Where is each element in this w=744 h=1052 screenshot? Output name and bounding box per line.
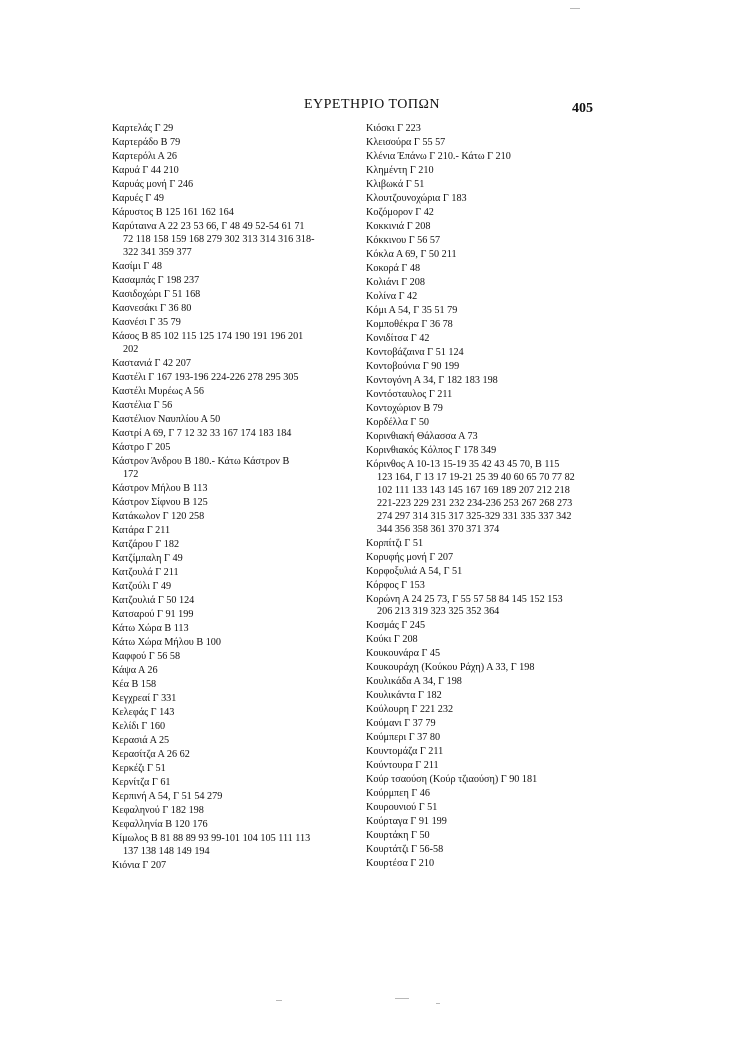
index-entry-text: Κορφοξυλιά Α 54, Γ 51 (366, 565, 463, 577)
index-entry-text: Κοντοβούνια Γ 90 199 (366, 361, 460, 372)
index-entry-text: Κάτω Χώρα Β 113 (112, 622, 189, 634)
index-entry-text: Κλημέντη Γ 210 (366, 165, 434, 176)
index-entry (112, 735, 352, 748)
index-entry-text: Κασνεσάκι Γ 36 80 (112, 302, 192, 314)
index-entry (366, 774, 606, 787)
index-entry-text: Κλεισούρα Γ 55 57 (366, 137, 446, 148)
index-entry-text: Κάψα Α 26 (112, 664, 158, 676)
index-entry (112, 777, 352, 790)
index-entry (366, 375, 606, 388)
index-entry-text: Κοκκινιά Γ 208 (366, 221, 431, 232)
index-entry (366, 417, 606, 430)
index-entry (112, 707, 352, 720)
index-entry-text: Κουκουράχη (Κούκου Ράχη) Α 33, Γ 198 (366, 662, 535, 674)
index-entry-text: Κουρτάτζι Γ 56-58 (366, 844, 444, 856)
index-entry (112, 595, 352, 608)
index-entry (366, 844, 606, 857)
index-entry-text: Κεφαληνού Γ 182 198 (112, 804, 204, 816)
index-entry (112, 805, 352, 818)
index-entry-text: Κελεφάς Γ 143 (112, 706, 175, 718)
index-entry-text: Κλουτζουνοχώρια Γ 183 (366, 193, 467, 204)
index-entry (112, 860, 352, 873)
index-entry-text: Κεφαλληνία Β 120 176 (112, 818, 208, 830)
index-entry-continuation: 102 111 133 143 145 167 169 189 207 212 218 (377, 484, 570, 496)
index-entry (112, 221, 352, 260)
index-entry-text: Κούρμπεη Γ 46 (366, 788, 430, 800)
index-entry (366, 746, 606, 759)
index-entry-text: Κλιβωκά Γ 51 (366, 179, 425, 190)
index-entry (366, 858, 606, 871)
index-entry (112, 721, 352, 734)
index-entry-text: Κοντόσταυλος Γ 211 (366, 389, 453, 400)
index-entry-continuation: 123 164, Γ 13 17 19-21 25 39 40 60 65 70 77 82 (377, 471, 575, 483)
index-entry-text: Κατάκωλον Γ 120 258 (112, 510, 205, 522)
index-entry-text: Κατζούλι Γ 49 (112, 580, 172, 592)
index-entry-text: Κόρφος Γ 153 (366, 579, 425, 591)
index-entry-text: Κορινθιακός Κόλπος Γ 178 349 (366, 445, 497, 456)
index-entry (366, 137, 606, 150)
index-entry-text: Κουρουνιού Γ 51 (366, 802, 438, 814)
index-entry-text: Κοντογόνη Α 34, Γ 182 183 198 (366, 375, 498, 386)
index-entry (366, 291, 606, 304)
index-entry-text: Κάρυστος Β 125 161 162 164 (112, 207, 234, 218)
index-entry (112, 833, 352, 859)
index-entry-text: Καρύταινα Α 22 23 53 66, Γ 48 49 52-54 61 71 (112, 221, 305, 232)
index-entry-text: Καστέλια Γ 56 (112, 399, 173, 411)
index-entry (112, 179, 352, 192)
index-entry (112, 289, 352, 302)
index-entry-text: Κορώνη Α 24 25 73, Γ 55 57 58 84 145 152 153 (366, 593, 563, 605)
index-entry (112, 151, 352, 164)
index-entry-text: Κούρταγα Γ 91 199 (366, 816, 447, 828)
index-entry (112, 386, 352, 399)
index-entry (366, 305, 606, 318)
index-entry (366, 788, 606, 801)
index-entry (112, 567, 352, 580)
index-entry (112, 791, 352, 804)
index-entry-continuation: 72 118 158 159 168 279 302 313 314 316 318- (123, 233, 315, 245)
index-entry (366, 431, 606, 444)
index-entry-text: Καρυά Γ 44 210 (112, 165, 179, 176)
index-entry-text: Κιόσκι Γ 223 (366, 123, 421, 134)
index-column-right (366, 123, 606, 872)
index-entry (112, 261, 352, 274)
index-entry (112, 819, 352, 832)
index-entry-text: Κατσαρού Γ 91 199 (112, 608, 194, 620)
index-entry-text: Κιόνια Γ 207 (112, 859, 167, 871)
index-entry-text: Κερκέζι Γ 51 (112, 762, 166, 774)
index-entry-continuation: 202 (123, 343, 139, 355)
index-entry-text: Κίμωλος Β 81 88 89 93 99-101 104 105 111 113 (112, 832, 311, 844)
index-entry (366, 802, 606, 815)
index-entry-text: Κατάρα Γ 211 (112, 524, 171, 536)
index-entry (366, 620, 606, 633)
index-entry (112, 317, 352, 330)
index-entry-text: Κασίμι Γ 48 (112, 260, 162, 272)
index-entry (112, 623, 352, 636)
index-entry (112, 165, 352, 178)
index-entry-text: Κουλικάντα Γ 182 (366, 690, 442, 702)
index-entry-continuation: 322 341 359 377 (123, 246, 192, 258)
index-entry-text: Κουρτάκη Γ 50 (366, 830, 430, 842)
index-entry-text: Κατζουλά Γ 211 (112, 566, 179, 578)
index-entry (112, 137, 352, 150)
index-entry-text: Κούλουρη Γ 221 232 (366, 704, 454, 716)
index-entry-text: Κάστρον Άνδρου Β 180.- Κάτω Κάστρον Β (112, 455, 290, 467)
index-entry (112, 123, 352, 136)
index-entry (366, 277, 606, 290)
index-entry-text: Κασιδοχώρι Γ 51 168 (112, 288, 201, 300)
index-entry-text: Καρτερόλι Α 26 (112, 151, 178, 162)
index-entry-text: Κουντομάζα Γ 211 (366, 746, 444, 758)
index-entry (112, 331, 352, 357)
index-entry-continuation: 206 213 319 323 325 352 364 (377, 606, 500, 618)
index-entry (112, 679, 352, 692)
index-entry-text: Κόρινθος Α 10-13 15-19 35 42 43 45 70, Β 115 (366, 459, 560, 470)
index-entry-text: Καστέλι Γ 167 193-196 224-226 278 295 305 (112, 371, 299, 383)
index-entry (366, 389, 606, 402)
index-entry-text: Κονιδίτσα Γ 42 (366, 333, 430, 344)
index-entry (366, 151, 606, 164)
index-entry (366, 704, 606, 717)
scan-speck (395, 998, 409, 999)
index-entry (112, 539, 352, 552)
index-entry-text: Κολιάνι Γ 208 (366, 277, 425, 288)
index-entry (366, 361, 606, 374)
index-entry (366, 179, 606, 192)
index-entry (366, 662, 606, 675)
index-entry (366, 319, 606, 332)
index-entry-text: Κορινθιακή Θάλασσα Α 73 (366, 431, 478, 442)
index-entry (366, 538, 606, 551)
index-entry-text: Κουλικάδα Α 34, Γ 198 (366, 676, 462, 688)
index-entry (366, 566, 606, 579)
index-entry-text: Κερασίτζα Α 26 62 (112, 748, 190, 760)
index-entry (112, 442, 352, 455)
index-entry-text: Κομποθέκρα Γ 36 78 (366, 319, 453, 330)
index-entry (112, 497, 352, 510)
index-entry-text: Κορδέλλα Γ 50 (366, 417, 430, 428)
index-entry (112, 414, 352, 427)
index-entry-text: Κόκλα Α 69, Γ 50 211 (366, 249, 457, 260)
index-entry-text: Κεγχρεαί Γ 331 (112, 692, 177, 704)
index-entry (366, 221, 606, 234)
index-entry-continuation: 172 (123, 468, 139, 480)
index-entry-text: Κόμι Α 54, Γ 35 51 79 (366, 305, 458, 316)
index-entry (112, 275, 352, 288)
index-entry (112, 303, 352, 316)
index-entry (112, 693, 352, 706)
index-entry-text: Καρυές Γ 49 (112, 193, 164, 204)
index-entry-text: Κασαμπάς Γ 198 237 (112, 274, 200, 286)
index-entry (366, 718, 606, 731)
index-entry-text: Κασνέσι Γ 35 79 (112, 316, 181, 328)
index-entry-text: Κοντοχώριον Β 79 (366, 403, 443, 414)
index-entry (112, 372, 352, 385)
index-entry-text: Κάστρον Μήλου Β 113 (112, 482, 208, 494)
index-entry-text: Κοζόμορον Γ 42 (366, 207, 434, 218)
index-entry-text: Κολίνα Γ 42 (366, 291, 418, 302)
index-entry (112, 358, 352, 371)
index-entry (366, 249, 606, 262)
index-entry-text: Κάσος Β 85 102 115 125 174 190 191 196 201 (112, 330, 304, 342)
index-entry-text: Κλένια Έπάνω Γ 210.- Κάτω Γ 210 (366, 151, 511, 162)
index-entry (112, 763, 352, 776)
scan-speck (276, 1000, 282, 1001)
index-entry-text: Κερασιά Α 25 (112, 734, 170, 746)
index-entry-text: Κάτω Χώρα Μήλου Β 100 (112, 636, 221, 648)
index-entry-text: Καστέλι Μυρέως Α 56 (112, 385, 204, 397)
index-entry-text: Κελίδι Γ 160 (112, 720, 166, 732)
index-entry (112, 637, 352, 650)
index-entry (366, 690, 606, 703)
index-entry (112, 483, 352, 496)
index-entry (366, 594, 606, 620)
index-entry (366, 552, 606, 565)
index-entry-text: Κάστρον Σίφνου Β 125 (112, 496, 208, 508)
index-entry-text: Κερπινή Α 54, Γ 51 54 279 (112, 790, 223, 802)
index-entry-text: Κατζουλιά Γ 50 124 (112, 594, 195, 606)
index-entry (366, 580, 606, 593)
index-entry-text: Κούμανι Γ 37 79 (366, 718, 436, 730)
index-entry-text: Κούμπερι Γ 37 80 (366, 732, 441, 744)
index-entry (112, 749, 352, 762)
index-entry (112, 553, 352, 566)
scan-speck (570, 8, 580, 9)
scan-speck (436, 1003, 440, 1004)
index-entry (366, 347, 606, 360)
index-entry-text: Καστέλιον Ναυπλίου Α 50 (112, 413, 221, 425)
index-entry-text: Κουρτέσα Γ 210 (366, 858, 435, 870)
index-entry (366, 445, 606, 458)
index-entry (366, 648, 606, 661)
index-entry (112, 456, 352, 482)
index-entry-text: Καφφού Γ 56 58 (112, 650, 181, 662)
index-entry-text: Κατζίμπαλη Γ 49 (112, 552, 183, 564)
index-entry (366, 459, 606, 536)
index-entry-text: Κερνίτζα Γ 61 (112, 776, 171, 788)
index-entry (366, 263, 606, 276)
index-entry-text: Κούρ τσαούση (Κούρ τζιαούση) Γ 90 181 (366, 774, 538, 786)
index-entry (112, 511, 352, 524)
index-entry-text: Κέα Β 158 (112, 678, 157, 690)
index-entry-text: Κοσμάς Γ 245 (366, 620, 426, 632)
index-entry (112, 651, 352, 664)
index-entry-text: Κάστρο Γ 205 (112, 441, 171, 453)
index-entry (366, 816, 606, 829)
index-entry (366, 165, 606, 178)
index-entry-text: Κουκουνάρα Γ 45 (366, 648, 441, 660)
index-entry-text: Καρτεράδο Β 79 (112, 137, 181, 148)
index-entry-text: Καρυάς μονή Γ 246 (112, 179, 194, 190)
index-entry (366, 207, 606, 220)
index-entry (366, 123, 606, 136)
index-entry (366, 235, 606, 248)
index-entry (366, 676, 606, 689)
index-entry (366, 193, 606, 206)
index-entry-text: Καστανιά Γ 42 207 (112, 357, 191, 369)
index-entry-continuation: 274 297 314 315 317 325-329 331 335 337 342 (377, 510, 572, 522)
index-entry-text: Καστρί Α 69, Γ 7 12 32 33 167 174 183 184 (112, 427, 292, 439)
index-entry (112, 207, 352, 220)
index-entry (366, 830, 606, 843)
index-entry (112, 193, 352, 206)
index-entry (366, 732, 606, 745)
index-column-left (112, 123, 352, 874)
index-entry-text: Κορυφής μονή Γ 207 (366, 551, 454, 563)
index-entry (112, 581, 352, 594)
index-entry (112, 525, 352, 538)
index-entry (112, 400, 352, 413)
index-entry-continuation: 137 138 148 149 194 (123, 845, 210, 857)
index-entry (366, 403, 606, 416)
page-number: 405 (572, 101, 593, 116)
index-entry (366, 333, 606, 346)
index-entry-text: Κοκορά Γ 48 (366, 263, 421, 274)
index-entry-text: Καρτελάς Γ 29 (112, 123, 174, 134)
index-entry (366, 760, 606, 773)
index-entry (366, 634, 606, 647)
index-entry-text: Κούντουρα Γ 211 (366, 760, 439, 772)
index-entry-text: Κόκκινου Γ 56 57 (366, 235, 441, 246)
index-entry-text: Κορπίτζι Γ 51 (366, 537, 424, 549)
index-entry-continuation: 344 356 358 361 370 371 374 (377, 523, 500, 535)
index-entry (112, 609, 352, 622)
index-entry-text: Κατζάρου Γ 182 (112, 538, 180, 550)
index-entry (112, 428, 352, 441)
index-entry (112, 665, 352, 678)
index-entry-text: Κούκι Γ 208 (366, 634, 418, 646)
index-entry-continuation: 221-223 229 231 232 234-236 253 267 268 273 (377, 497, 573, 509)
page-title: ΕΥΡΕΤΗΡΙΟ ΤΟΠΩΝ (303, 97, 440, 112)
index-entry-text: Κοντοβάζαινα Γ 51 124 (366, 347, 464, 358)
